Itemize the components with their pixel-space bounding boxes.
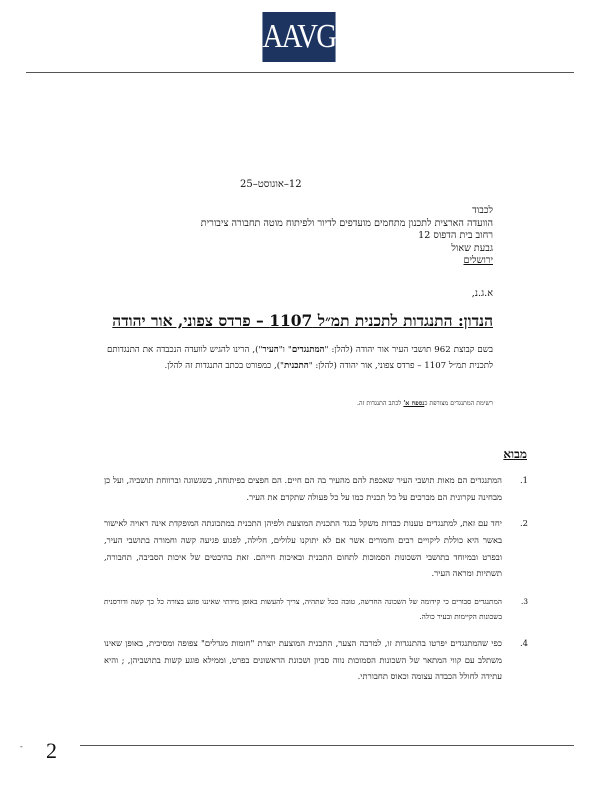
item-text: המתנגדים הם מאות תושבי העיר שאכפת להם מהעיר בה הם חיים. הם חפצים בפיתוחה, בשגשוגה וברווחת תושביה, ועל כן מבחינה עקרונית הם מברכים על כל תכנית כמו על כל פעולה שתקדם את העיר. xyxy=(104,475,502,502)
intro-bold-term: המתנגדים xyxy=(291,345,325,355)
item-number: 4. xyxy=(519,637,528,648)
list-item xyxy=(104,635,528,685)
item-text: המתנגדים סבורים כי קידומה של השכונה החדשה, טובה ככל שתהיה, צריך להעשות באופן מידתי שאיננו פוגע בצורה כל כך קשה ודורסנית בשכונות הקיימות ובעיר כולה. xyxy=(104,596,502,622)
greeting: א.ג.נ, xyxy=(471,288,493,299)
intro-text: בשם קבוצת 962 תושבי העיר אור יהודה (להלן: " xyxy=(324,345,494,355)
intro-text: "), הרינו להגיש לוועדה הנכבדה את התנגדותם לתכנית תמ״ל 1107 – פרדס צפוני, אור יהודה (להלן: " xyxy=(107,345,493,371)
page-mark: - xyxy=(20,742,23,751)
subject-line: הנדון: התנגדות לתכנית תמ״ל 1107 – פרדס צפוני, אור יהודה xyxy=(112,311,493,330)
addressee-line: רחוב בית הדפוס 12 xyxy=(418,230,493,241)
addressee-line: הוועדה הארצית לתכנון מתחמים מועדפים לדיור ולפיתוח מוטה תחבורה ציבורית xyxy=(200,217,493,229)
intro-paragraph xyxy=(107,342,493,374)
footer-divider xyxy=(80,745,574,746)
item-number: 3. xyxy=(521,596,528,606)
list-item xyxy=(104,472,528,505)
intro-text: " ו" xyxy=(278,345,292,355)
note-text: רשימת המתנגדים מצורפת כ xyxy=(424,400,493,407)
addressee-line: גבעת שאול xyxy=(451,242,493,254)
note-text: לכתב התנגדות זה. xyxy=(357,400,404,407)
addressee-city: ירושלים xyxy=(463,255,493,266)
letter-date: 12–אוגוסט–25 xyxy=(240,179,302,190)
header-divider xyxy=(26,72,574,73)
addressee-block xyxy=(201,205,493,268)
list-item xyxy=(104,594,528,625)
intro-bold-term: התכנית xyxy=(284,361,309,371)
item-number: 1. xyxy=(519,475,528,485)
intro-bold-term: העיר xyxy=(262,345,279,355)
item-number: 2. xyxy=(519,518,528,529)
firm-logo: AAVG xyxy=(262,12,335,62)
numbered-list xyxy=(104,472,528,685)
appendix-reference: נספח א' xyxy=(403,400,425,407)
addressee-line: לכבוד xyxy=(472,205,493,216)
page-number: 2 xyxy=(46,738,57,763)
list-item xyxy=(104,515,528,581)
intro-text: "), כמפורט בכתב התנגדות זה להלן. xyxy=(164,361,285,371)
section-heading: מבוא xyxy=(503,447,527,461)
item-text: יחד עם זאת, למתנגדים טענות כבדות משקל כנגד התכנית המוצעת ולפיהן התכנית במתכונתה המופקדת אינה ראויה לאישור באשר היא כוללת ליקויים רבים וחמורים אשר אם לא יתוקנו עלולים, חלילה, לפגוע פגיעה קשה וחמורה בתושבי העיר, ובפרט ובמיוחד בתושבי השכונות הסמוכות לתחום התכנית ובאיכות חייהם. זאת בהיבטים של איכות הסביבה, תחבורה, תשתיות ומראה העיר. xyxy=(104,518,502,579)
appendix-note xyxy=(357,400,493,407)
item-text: כפי שהמתנגדים יפרטו בהתנגדות זו, למרבה הצער, התכנית המוצעת יוצרת "חומות מגדלים" צפופה ומסיבית, באופן שאינו משתלב עם קווי המתאר של השכונות הסמוכות נווה סביון ושכונת הראשונים בפרט, וממילא פוגע קשות בתושביהן, ; והיא עתידה לחולל הכבדה עצומה וכאוס תחבורתי. xyxy=(104,637,502,682)
